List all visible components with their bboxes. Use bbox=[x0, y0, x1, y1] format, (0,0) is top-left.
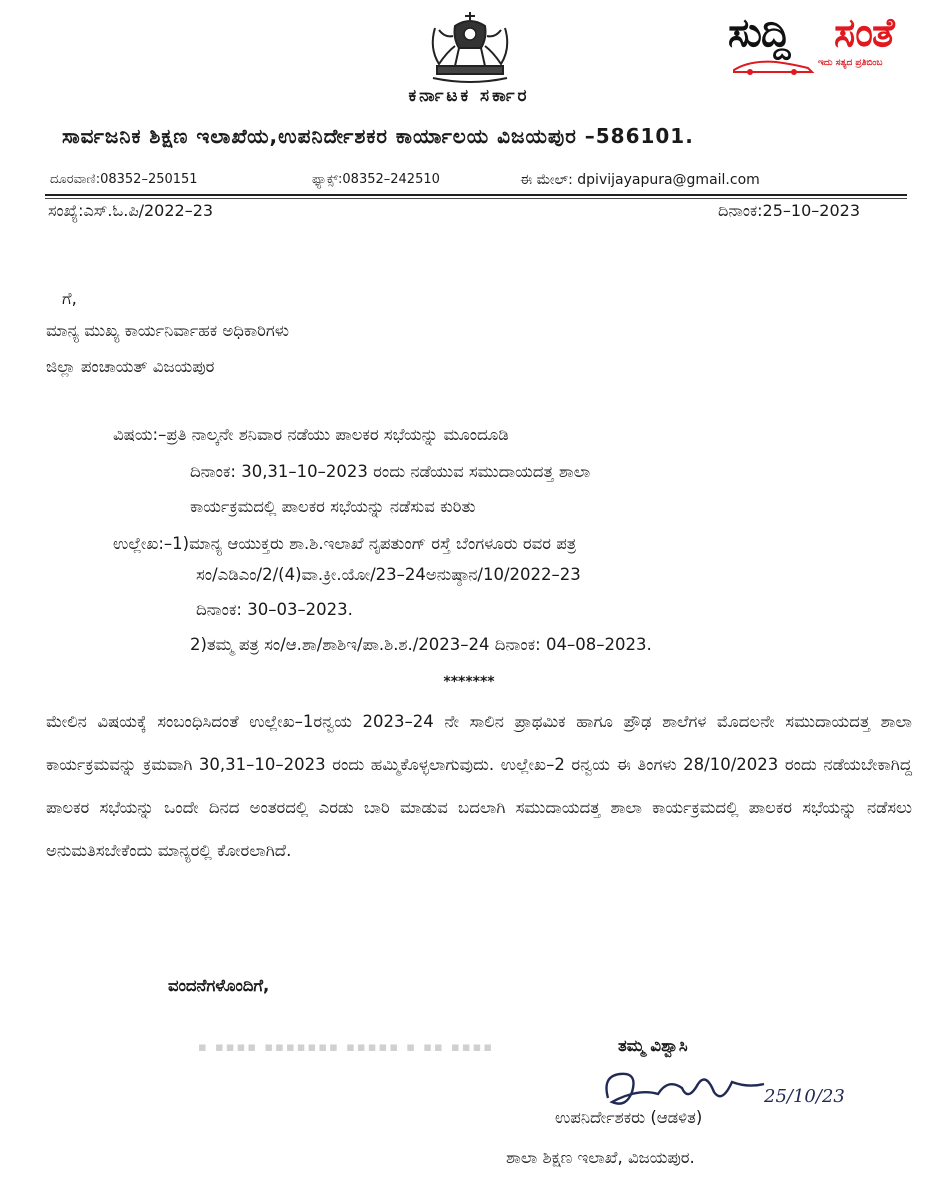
body-paragraph: ಮೇಲಿನ ವಿಷಯಕ್ಕೆ ಸಂಬಂಧಿಸಿದಂತೆ ಉಲ್ಲೇಖ–1ರನ್ವಯ 2023–24 ನೇ ಸಾಲಿನ ಪ್ರಾಥಮಿಕ ಹಾಗೂ ಪ್ರೌಢ ಶಾಲೆಗಳ ಮೊದಲನೇ ಸಮುದಾಯದತ್ತ ಶಾಲಾ ಕಾರ್ಯಕ್ರಮವನ್ನು ಕ್ರಮವಾಗಿ 30,31–10–2023 ರಂದು ಹಮ್ಮಿಕೊಳ್ಳಲಾಗುವುದು. ಉಲ್ಲೇಖ–2 ರನ್ವಯ ಈ ತಿಂಗಳು 28/10/2023 ರಂದು ನಡೆಯಬೇಕಾಗಿದ್ದ ಪಾಲಕರ ಸಭೆಯನ್ನು ಒಂದೇ ದಿನದ ಅಂತರದಲ್ಲಿ ಎರಡು ಬಾರಿ ಮಾಡುವ ಬದಲಾಗಿ ಸಮುದಾಯದತ್ತ ಶಾಲಾ ಕಾರ್ಯಕ್ರಮದಲ್ಲಿ ಪಾಲಕರ ಸಭೆಯನ್ನು ನಡೆಸಲು ಅನುಮತಿಸಬೇಕೆಂದು ಮಾನ್ಯರಲ್ಲಿ ಕೋರಲಾಗಿದೆ. bbox=[46, 712, 912, 860]
karnataka-emblem-icon bbox=[425, 8, 515, 86]
recipient-line-1: ಮಾನ್ಯ ಮುಖ್ಯ ಕಾರ್ಯನಿರ್ವಾಹಕ ಅಧಿಕಾರಿಗಳು bbox=[46, 321, 290, 340]
suddi-sante-logo bbox=[728, 10, 928, 76]
header-divider bbox=[45, 194, 907, 196]
letter-date: ದಿನಾಂಕ:25–10–2023 bbox=[718, 201, 860, 220]
email-address: ಈ ಮೇಲ್: dpivijayapura@gmail.com bbox=[520, 172, 760, 188]
subject-line-1: ವಿಷಯ:–ಪ್ರತಿ ನಾಲ್ಕನೇ ಶನಿವಾರ ನಡೆಯು ಪಾಲಕರ ಸಭೆಯನ್ನು ಮೂಂದೂಡಿ bbox=[113, 425, 509, 444]
recipient-line-2: ಜಿಲ್ಲಾ ಪಂಚಾಯತ್ ವಿಜಯಪುರ bbox=[46, 357, 215, 376]
separator: ******* bbox=[443, 674, 495, 690]
signature-date: 25/10/23 bbox=[764, 1086, 845, 1107]
fax-number: ಫ್ಯಾಕ್ಸ್:08352–242510 bbox=[312, 172, 440, 187]
subject-line-2: ದಿನಾಂಕ: 30,31–10–2023 ರಂದು ನಡೆಯುವ ಸಮುದಾಯದತ್ತ ಶಾಲಾ bbox=[190, 462, 591, 481]
government-title: ಕರ್ನಾಟಕ ಸರ್ಕಾರ bbox=[408, 86, 530, 106]
phone-number: ದೂರವಾಣಿ:08352–250151 bbox=[50, 172, 198, 187]
logo-tagline: ಇದು ಸತ್ಯದ ಪ್ರತಿಬಿಂಬ bbox=[818, 58, 883, 68]
reference-number: ಸಂಖ್ಯೆ:ಎಸ್.ಓ.ಪಿ/2022–23 bbox=[48, 201, 214, 220]
signatory-designation: ಉಪನಿರ್ದೇಶಕರು (ಆಡಳಿತ) bbox=[555, 1108, 703, 1127]
recipient-to: ಗೆ, bbox=[62, 289, 77, 308]
car-icon bbox=[730, 54, 816, 76]
yours-faithfully: ತಮ್ಮ ವಿಶ್ವಾಸಿ bbox=[618, 1036, 688, 1055]
subject-line-3: ಕಾರ್ಯಕ್ರಮದಲ್ಲಿ ಪಾಲಕರ ಸಭೆಯನ್ನು ನಡೆಸುವ ಕುರಿತು bbox=[190, 497, 476, 516]
header-divider-thin bbox=[45, 198, 907, 199]
reference-line-1: ಉಲ್ಲೇಖ:–1)ಮಾನ್ಯ ಆಯುಕ್ತರು ಶಾ.ಶಿ.ಇಲಾಖೆ ನೃಪತುಂಗ್ ರಸ್ತೆ ಬೆಂಗಳೂರು ರವರ ಪತ್ರ bbox=[113, 534, 577, 553]
reference-line-3: ದಿನಾಂಕ: 30–03–2023. bbox=[196, 600, 353, 619]
reference-line-4: 2)ತಮ್ಮ ಪತ್ರ ಸಂ/ಆ.ಶಾ/ಶಾಶಿಇ/ಪಾ.ಶಿ.ಶ./2023–24 ದಿನಾಂಕ: 04–08–2023. bbox=[190, 635, 652, 654]
signatory-department: ಶಾಲಾ ಶಿಕ್ಷಣ ಇಲಾಖೆ, ವಿಜಯಪುರ. bbox=[506, 1148, 695, 1167]
logo-word-black: ಸುದ್ದಿ bbox=[728, 10, 790, 56]
closing-greeting: ವಂದನೆಗಳೊಂದಿಗೆ, bbox=[168, 976, 270, 995]
office-title: ಸಾರ್ವಜನಿಕ ಶಿಕ್ಷಣ ಇಲಾಖೆಯ,ಉಪನಿರ್ದೇಶಕರ ಕಾರ್ಯಾಲಯ ವಿಜಯಪುರ –586101. bbox=[62, 124, 694, 148]
reference-line-2: ಸಂ/ಎಡಿಎಂ/2/(4)ವಾ.ಕ್ರೀ.ಯೋ/23–24ಅನುಷ್ಠಾನ/10/2022–23 bbox=[196, 565, 581, 584]
logo-word-red: ಸಂತೆ bbox=[834, 10, 894, 56]
faded-stamp-text: ▪ ▪▪▪▪ ▪▪▪▪▪▪▪ ▪▪▪▪▪ ▪ ▪▪ ▪▪▪▪ bbox=[198, 1040, 495, 1055]
